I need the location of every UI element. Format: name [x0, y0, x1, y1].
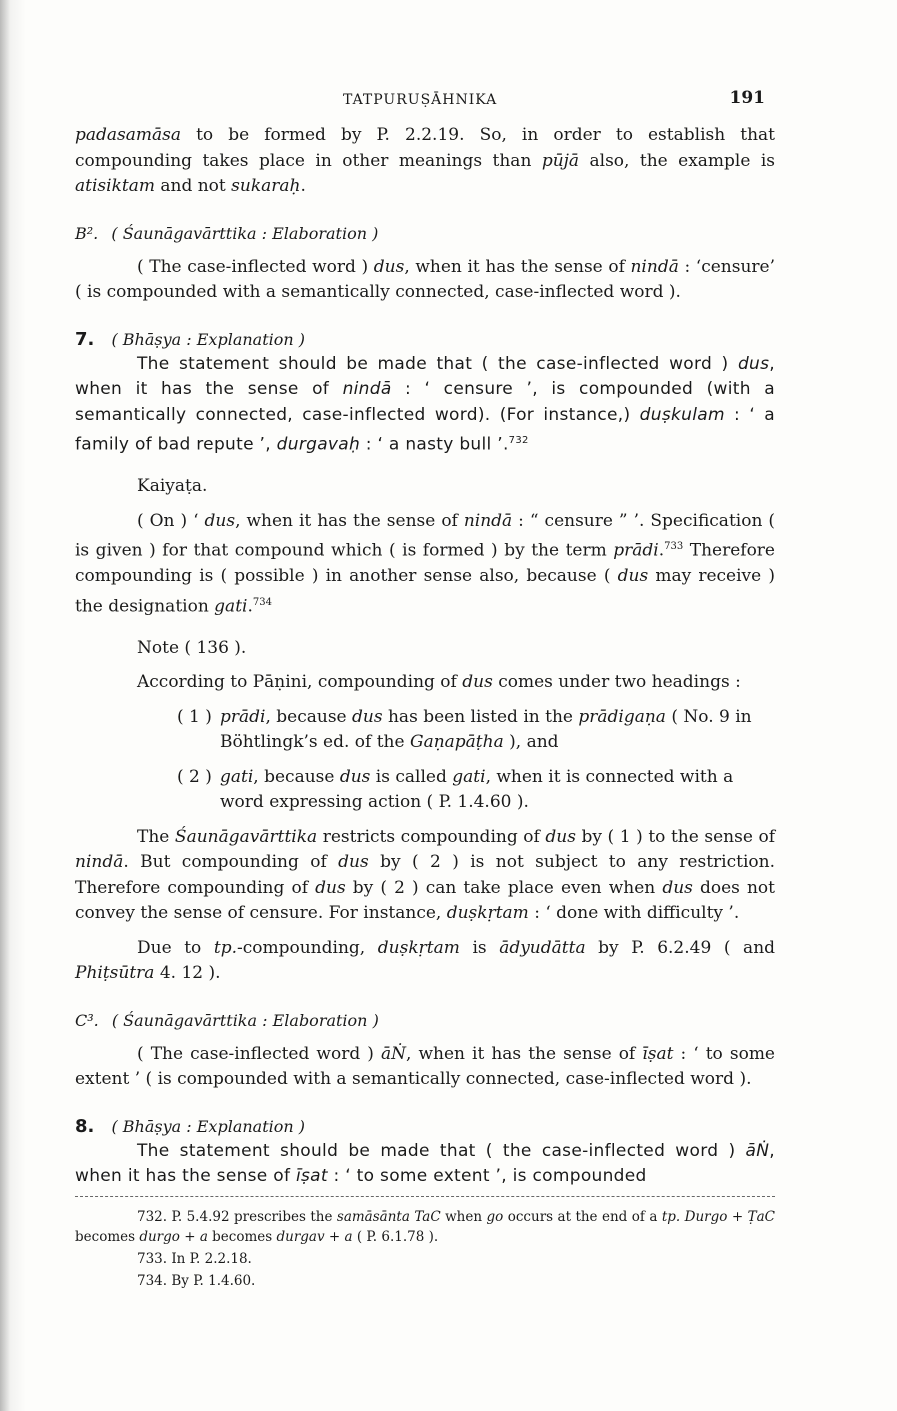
paragraph-restriction	[75, 825, 775, 927]
paragraph-c3	[75, 1042, 775, 1093]
italic-term: durgav	[276, 1228, 325, 1245]
italic-term: pūjā	[541, 150, 580, 171]
italic-term: dus	[545, 826, 576, 847]
text-run: The statement should be made that ( the case-inflected word )	[137, 353, 738, 374]
running-title: TATPURUṢĀHNIKA	[343, 92, 498, 108]
paragraph-b2	[75, 255, 775, 306]
italic-term: dus	[315, 877, 346, 898]
italic-term: samāsānta TaC	[336, 1208, 441, 1225]
text-run: : ‘ to some extent ’, is compounded	[327, 1166, 647, 1187]
italic-term: dus	[338, 852, 369, 873]
heading-b2-text: ( Śaunāgavārttika : Elaboration )	[111, 223, 379, 243]
text-run: +	[179, 1228, 200, 1245]
italic-term: ādyudātta	[499, 937, 586, 958]
text-run: .	[247, 596, 253, 617]
italic-term: dus	[373, 256, 405, 277]
text-run: , when it has the sense of	[75, 1140, 775, 1187]
italic-term: Śaunāgavārttika	[174, 826, 318, 847]
italic-term: go	[486, 1208, 504, 1225]
heading-c3-label: C³.	[75, 1010, 99, 1030]
italic-term: duṣkṛtam	[377, 937, 460, 958]
heading-8	[75, 1115, 775, 1139]
italic-term: sukaraḥ	[231, 176, 301, 196]
text-run: may receive ) the designation	[75, 566, 775, 617]
italic-term: duṣkulam	[639, 404, 725, 425]
italic-term: Phiṭsūtra	[75, 963, 155, 984]
text-run: : ‘ a family of bad repute ’,	[75, 404, 776, 455]
text-run: restricts compounding of	[317, 826, 546, 847]
heading-b2	[75, 222, 775, 246]
note-label: Note ( 136 ).	[137, 637, 247, 658]
italic-term: nindā	[75, 852, 124, 873]
italic-term: durgavaḥ	[276, 434, 361, 455]
italic-term: atisiktam	[75, 176, 155, 196]
text-run: : “ censure ” ’. Specification ( is given ) for that compound which ( is formed ) by the term	[75, 510, 776, 561]
italic-term: dus	[204, 510, 236, 531]
paragraph-intro	[75, 123, 775, 200]
text-run: comes under two headings :	[492, 672, 741, 693]
italic-term: duṣkṛtam	[446, 903, 529, 924]
italic-term: gati	[220, 766, 254, 787]
italic-term: dus	[339, 766, 371, 787]
heading-b2-label: B².	[75, 223, 99, 243]
page-number: 191	[729, 88, 765, 108]
italic-term: Gaṇapāṭha	[409, 732, 504, 753]
italic-term: prādi	[220, 706, 266, 727]
text-run: ( The case-inflected word )	[137, 256, 374, 277]
heading-c3-text: ( Śaunāgavārttika : Elaboration )	[111, 1010, 379, 1030]
list-item-2-text	[220, 767, 733, 813]
italic-term: nindā	[630, 256, 679, 277]
list-item-1-number: ( 1 )	[177, 706, 212, 727]
text-run: when	[440, 1208, 487, 1225]
list-item-1	[75, 705, 775, 756]
paragraph-kaiyata	[75, 509, 775, 620]
footnote-ref: 732	[508, 435, 529, 446]
text-run: According to Pāṇini, compounding of	[137, 672, 463, 693]
heading-7-text: ( Bhāṣya : Explanation )	[111, 329, 306, 349]
italic-term: īṣat	[642, 1043, 674, 1064]
text-run: ( On ) ‘	[137, 510, 205, 531]
text-run: 4. 12 ).	[154, 963, 221, 984]
text-run: 732. P. 5.4.92 prescribes the	[137, 1208, 337, 1225]
italic-term: prādi	[613, 540, 659, 561]
italic-term: dus	[662, 877, 693, 898]
italic-term: gati	[452, 766, 486, 787]
italic-term: durgo	[139, 1228, 180, 1245]
list-item-2	[75, 765, 775, 816]
text-run: .	[300, 176, 306, 196]
footnote-divider	[75, 1196, 775, 1197]
paragraph-7	[75, 352, 775, 459]
text-run: becomes	[207, 1228, 277, 1245]
italic-term: a	[199, 1228, 208, 1245]
italic-term: tp.	[213, 937, 237, 958]
italic-term: gati	[214, 596, 248, 617]
text-run: , when it has the sense of	[404, 256, 631, 277]
italic-term: nindā	[342, 379, 392, 399]
list-item-2-number: ( 2 )	[177, 766, 212, 787]
text-run: and not	[154, 176, 232, 196]
text-run: does not convey the sense of censure. For instance,	[75, 877, 775, 924]
text-run: occurs at the end of a	[503, 1208, 662, 1225]
text-run: , when it is connected with a word expressing action ( P. 1.4.60 ).	[220, 766, 734, 813]
text-run: +	[727, 1208, 748, 1225]
italic-term: ṬaC	[747, 1208, 776, 1225]
text-run: : ‘ a nasty bull ’.	[360, 434, 509, 455]
footnote-ref: 733	[664, 541, 684, 553]
text-run: , when it has the sense of	[75, 353, 775, 399]
italic-term: dus	[352, 706, 383, 727]
heading-7	[75, 328, 775, 352]
text-run: . But compounding of	[123, 852, 339, 873]
text-run: Due to	[137, 937, 214, 958]
text-run: ( No. 9 in Böhtlingk’s ed. of the	[220, 706, 752, 753]
text-run: also, the example is	[579, 150, 775, 171]
kaiyata-label: Kaiyaṭa.	[137, 476, 208, 497]
heading-c3	[75, 1009, 775, 1033]
text-run: by ( 2 ) can take place even when	[345, 877, 663, 898]
italic-term: nindā	[463, 510, 513, 531]
paragraph-note	[75, 670, 775, 696]
text-run: , when it has the sense of	[405, 1043, 643, 1064]
text-run: Therefore compounding is ( possible ) in another sense also, because (	[75, 540, 775, 587]
text-run: , when it has the sense of	[235, 510, 464, 531]
footnote-733: 733. In P. 2.2.18.	[137, 1250, 252, 1267]
footnote-732	[75, 1207, 775, 1247]
text-run: becomes	[75, 1228, 140, 1245]
footnote-734: 734. By P. 1.4.60.	[137, 1272, 256, 1289]
italic-term: tp. Durgo	[661, 1208, 728, 1225]
section-number-8: 8.	[75, 1115, 95, 1137]
text-run: +	[324, 1228, 345, 1245]
book-page	[75, 88, 775, 1291]
italic-term: prādigaṇa	[578, 706, 666, 727]
paragraph-accent	[75, 936, 775, 987]
italic-term: īṣat	[295, 1166, 328, 1187]
italic-term: dus	[617, 566, 649, 587]
scan-edge-shadow	[0, 0, 26, 1411]
italic-term: āṄ	[380, 1043, 406, 1064]
text-run: by ( 2 ) is not subject to any restriction. Therefore compounding of	[75, 852, 775, 898]
text-run: ), and	[503, 732, 559, 753]
text-run: -compounding,	[237, 937, 378, 958]
list-item-1-text	[220, 707, 752, 753]
italic-term: dus	[462, 672, 493, 693]
text-run: ( P. 6.1.78 ).	[352, 1228, 439, 1245]
running-header	[75, 88, 775, 114]
text-run: : ‘ censure ’, is compounded (with a semantically connected, case-inflected word). (For instance,)	[75, 379, 776, 425]
text-run: to be formed by P. 2.2.19. So, in order to establish that compounding takes place in other meanings than	[75, 125, 775, 171]
section-number-7: 7.	[75, 328, 95, 350]
text-run: has been listed in the	[382, 706, 579, 727]
text-run: : ‘ done with difficulty ’.	[528, 903, 740, 924]
italic-term: padasamāsa	[75, 125, 182, 145]
text-run: by P. 6.2.49 ( and	[585, 937, 776, 958]
text-run: : ‘ to some extent ’ ( is compounded with a semantically connected, case-inflected word ).	[75, 1043, 775, 1090]
text-run: : ‘censure’ ( is compounded with a semantically connected, case-inflected word ).	[75, 256, 775, 302]
text-run: , because	[265, 706, 353, 727]
text-run: .	[658, 540, 665, 561]
footnote-ref: 734	[252, 596, 272, 608]
text-run: is called	[370, 766, 453, 787]
text-run: , because	[253, 766, 340, 787]
text-run: is	[459, 937, 500, 958]
italic-term: āṄ	[745, 1140, 770, 1161]
text-run: by ( 1 ) to the sense of	[575, 826, 775, 847]
paragraph-8	[75, 1139, 775, 1190]
text-run: ( The case-inflected word )	[137, 1043, 381, 1064]
heading-8-text: ( Bhāṣya : Explanation )	[111, 1116, 306, 1136]
text-run: The	[137, 826, 175, 847]
text-run: The statement should be made that ( the case-inflected word )	[137, 1140, 746, 1161]
italic-term: dus	[737, 353, 770, 374]
italic-term: a	[344, 1228, 353, 1245]
